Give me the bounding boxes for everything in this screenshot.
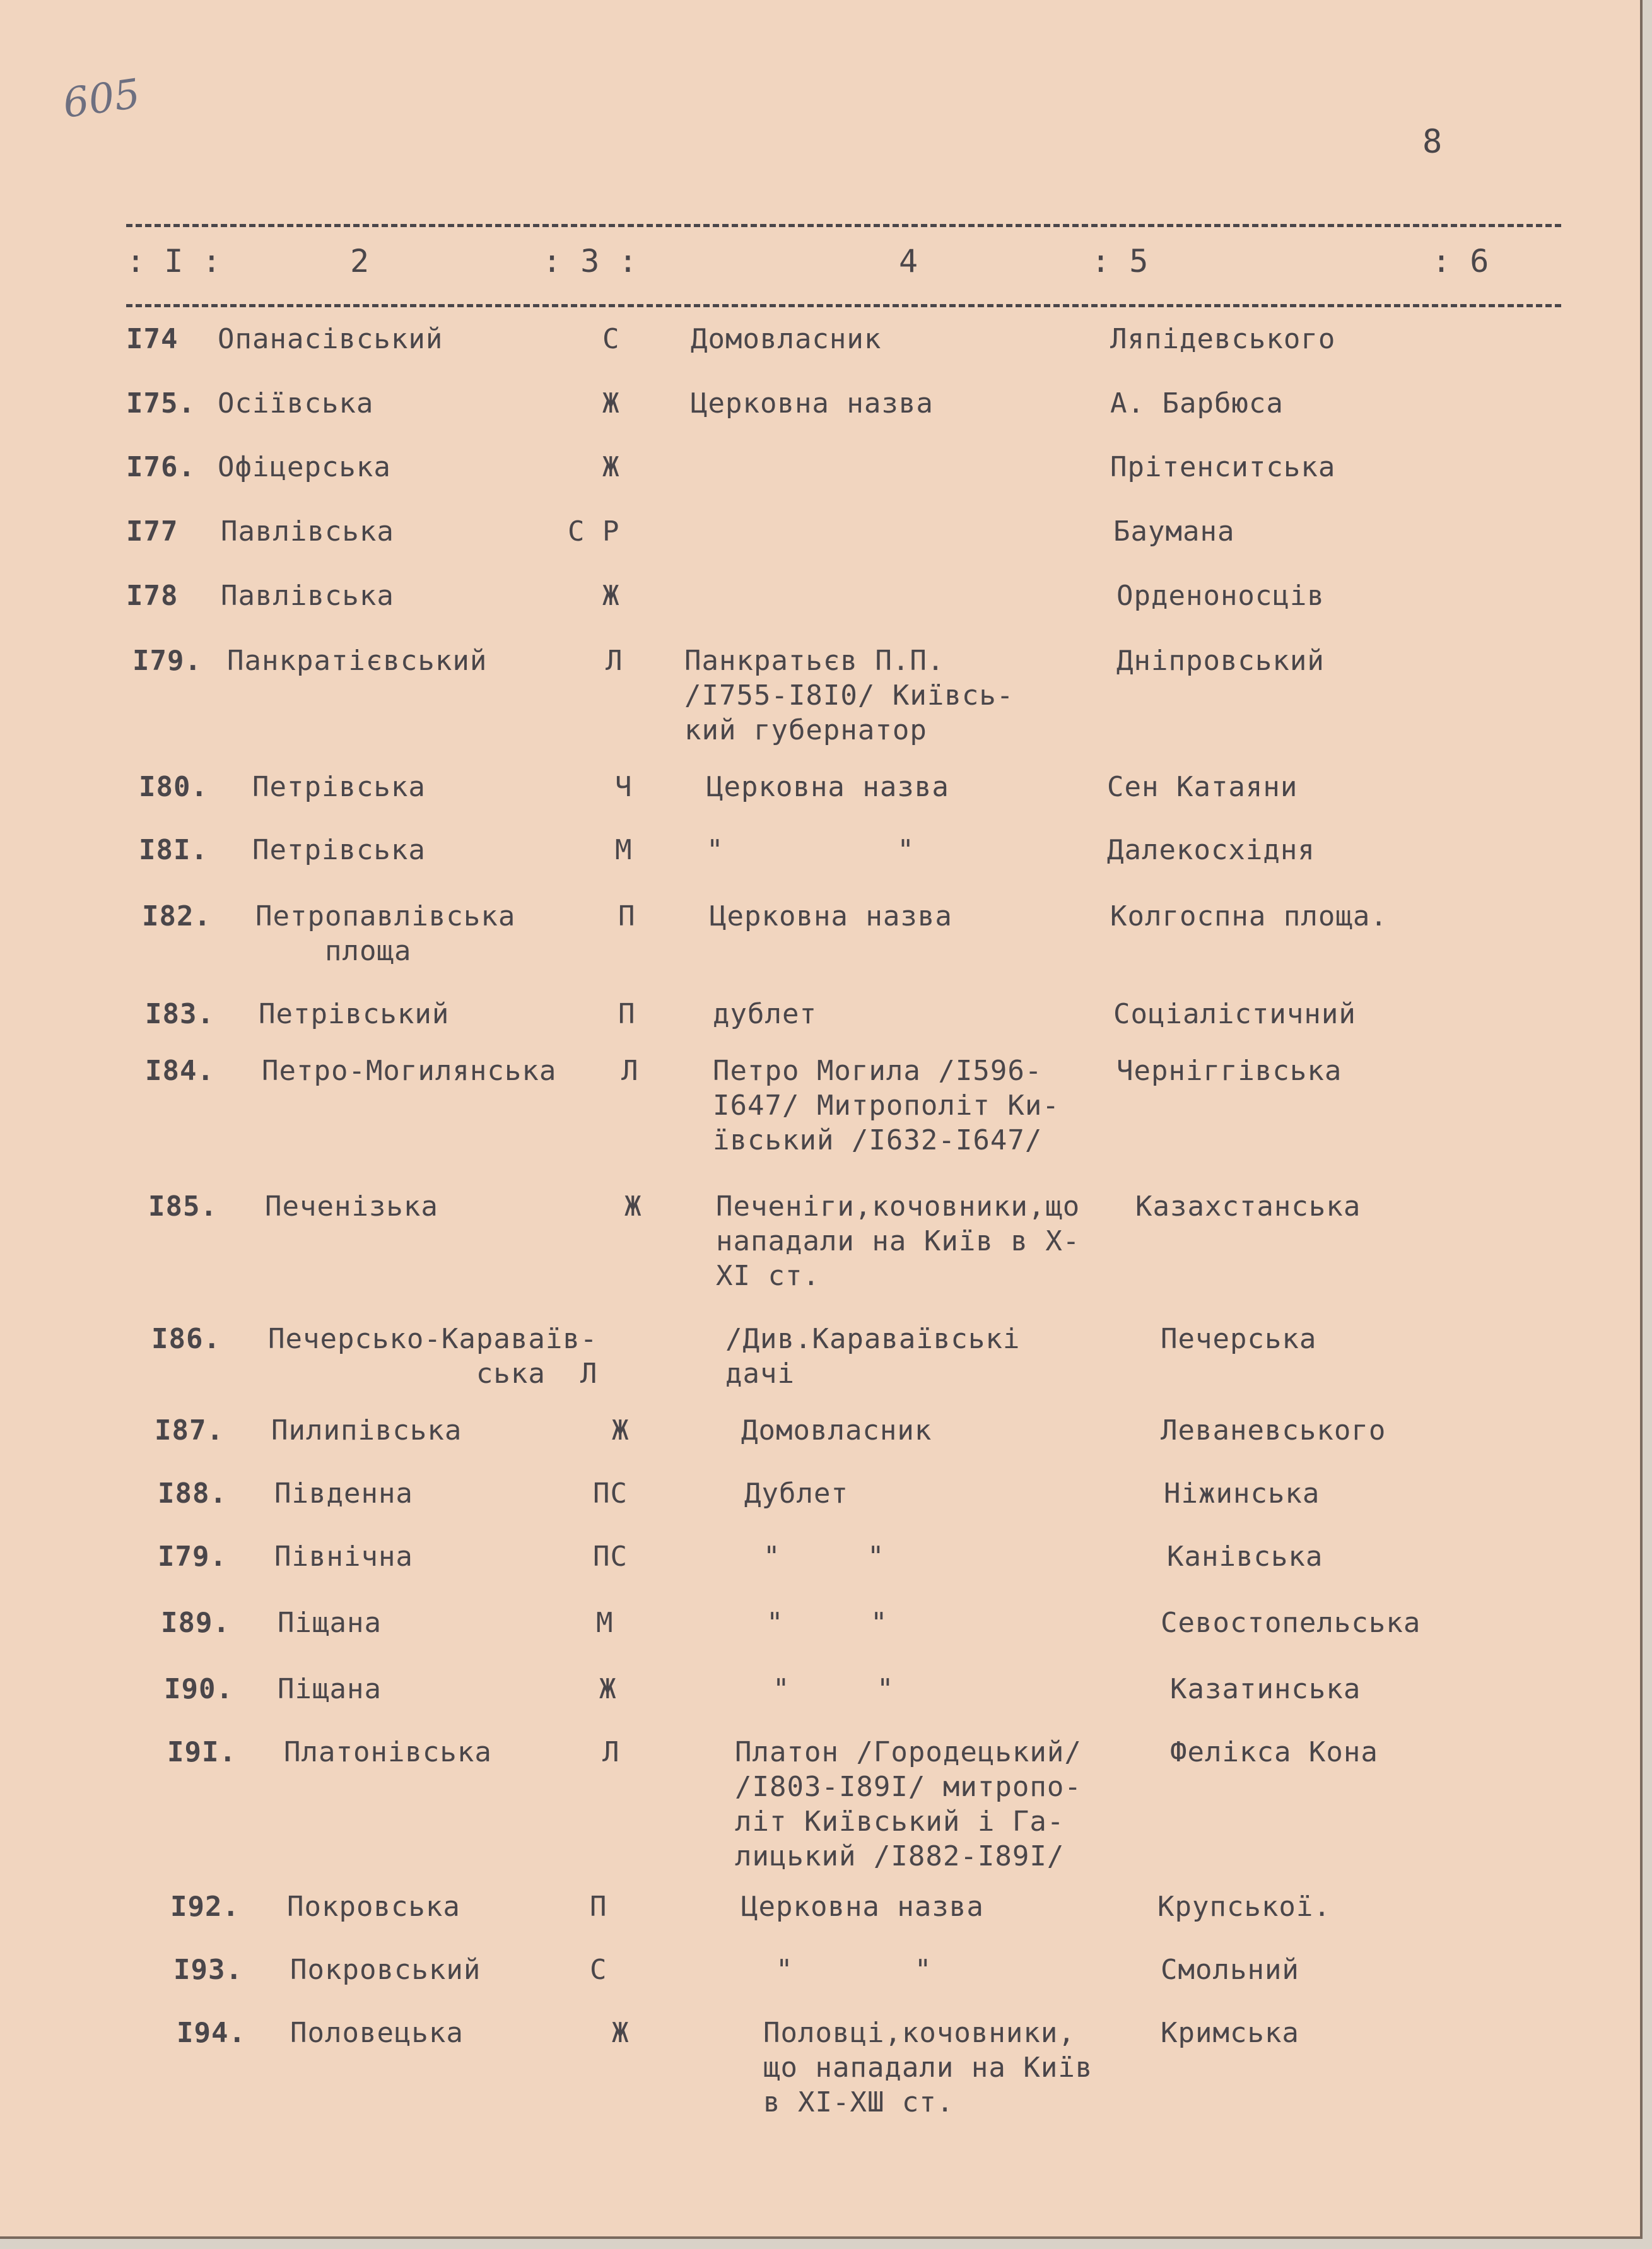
name-origin: Платон /Городецький/ /I803-I89I/ митропо- літ Київський і Га- лицький /I882-I89I/ — [735, 1736, 1082, 1872]
street-name: Петро-Могилянська — [262, 1055, 557, 1087]
name-origin: " " — [773, 1673, 894, 1705]
name-origin: " " — [706, 834, 915, 866]
column-header-5: : 5 — [1091, 243, 1149, 279]
row-number: I92. — [170, 1891, 240, 1923]
street-type: Ж — [624, 1190, 642, 1223]
street-name: Пилипівська — [271, 1414, 462, 1447]
new-name: Далекосхідня — [1107, 834, 1315, 866]
row-number: I88. — [158, 1477, 227, 1510]
street-name: Офіцерська — [218, 451, 391, 483]
new-name: Крупської. — [1157, 1891, 1331, 1923]
row-number: I93. — [173, 1954, 243, 1986]
header-top-rule — [126, 224, 1561, 227]
street-name: Піщана — [278, 1607, 382, 1639]
street-type: Ж — [602, 387, 620, 420]
name-origin: Домовласник — [741, 1414, 932, 1447]
new-name: Прітенситська — [1110, 451, 1336, 483]
name-origin: Половці,кочовники, що нападали на Київ в ХІ-ХШ ст. — [763, 2017, 1093, 2118]
street-type: С — [602, 323, 620, 355]
street-name: Павлівська — [221, 580, 394, 612]
new-name: Кримська — [1161, 2017, 1299, 2049]
name-origin: Домовласник — [691, 323, 882, 355]
column-header-6: : 6 — [1432, 243, 1489, 279]
street-type: ПС — [593, 1541, 628, 1573]
name-origin: /Див.Караваївські дачі — [725, 1323, 1021, 1390]
street-type: М — [596, 1607, 614, 1639]
row-number: I74 — [126, 323, 179, 355]
street-type: П — [618, 900, 636, 932]
street-type: Ж — [602, 451, 620, 483]
name-origin: Церковна назва — [691, 387, 934, 420]
street-type: Ж — [602, 580, 620, 612]
street-type: М — [615, 834, 633, 866]
column-header-4: 4 — [899, 243, 918, 279]
new-name: А. Барбюса — [1110, 387, 1284, 420]
new-name: Ніжинська — [1164, 1477, 1320, 1510]
column-header-1: : I : — [126, 243, 221, 279]
name-origin: " " — [766, 1607, 888, 1639]
page-number: 8 — [1422, 123, 1443, 161]
name-origin: Церковна назва — [710, 900, 952, 932]
name-origin: Петро Могила /I596- I647/ Митрополіт Ки- ївський /I632-I647/ — [713, 1055, 1060, 1156]
street-name: Осіївська — [218, 387, 374, 420]
row-number: I89. — [161, 1607, 230, 1639]
name-origin: Церковна назва — [706, 771, 949, 803]
new-name: Дніпровський — [1116, 645, 1325, 677]
street-type: Ж — [612, 2017, 630, 2049]
row-number: I94. — [177, 2017, 246, 2049]
row-number: I86. — [151, 1323, 221, 1355]
new-name: Канівська — [1167, 1541, 1323, 1573]
new-name: Смольний — [1161, 1954, 1299, 1986]
row-number: I84. — [145, 1055, 214, 1087]
new-name: Фелікса Кона — [1170, 1736, 1378, 1768]
street-type: Л — [621, 1055, 639, 1087]
street-name: Панкратієвський — [227, 645, 488, 677]
street-type: П — [590, 1891, 607, 1923]
street-type: С Р — [568, 515, 620, 548]
row-number: I83. — [145, 998, 214, 1030]
street-name: Петрівський — [259, 998, 450, 1030]
name-origin: дублет — [713, 998, 817, 1030]
row-number: I75. — [126, 387, 196, 420]
row-number: I82. — [142, 900, 211, 932]
street-name: Північна — [274, 1541, 413, 1573]
row-number: I77 — [126, 515, 179, 548]
name-origin: Печеніги,кочовники,що нападали на Київ в Х- ХІ ст. — [716, 1190, 1081, 1292]
street-name: Покровська — [287, 1891, 460, 1923]
new-name: Орденоносців — [1116, 580, 1325, 612]
row-number: I87. — [155, 1414, 224, 1447]
street-name: Південна — [274, 1477, 413, 1510]
street-type: Ч — [615, 771, 633, 803]
new-name: Колгоспна площа. — [1110, 900, 1388, 932]
street-name: Піщана — [278, 1673, 382, 1705]
new-name: Ляпідевського — [1110, 323, 1336, 355]
name-origin: Панкратьєв П.П. /I755-I8I0/ Київсь- кий губернатор — [684, 645, 1014, 746]
row-number: I9I. — [167, 1736, 237, 1768]
street-name: Печенізька — [265, 1190, 438, 1223]
row-number: I8I. — [139, 834, 208, 866]
archive-number-mark: 605 — [60, 70, 143, 128]
street-name: Павлівська — [221, 515, 394, 548]
new-name: Леваневського — [1161, 1414, 1386, 1447]
new-name: Севостопельська — [1161, 1607, 1421, 1639]
street-type: Л — [602, 1736, 620, 1768]
street-type: ПС — [593, 1477, 628, 1510]
header-bottom-rule — [126, 304, 1561, 307]
street-type: Ж — [612, 1414, 630, 1447]
name-origin: " " — [763, 1541, 885, 1573]
name-origin: Церковна назва — [741, 1891, 984, 1923]
street-name: Опанасівський — [218, 323, 443, 355]
street-name: Петрівська — [252, 834, 426, 866]
street-name: Половецька — [290, 2017, 464, 2049]
street-name: Печерсько-Караваїв- ська Л — [268, 1323, 598, 1390]
row-number: I76. — [126, 451, 196, 483]
new-name: Казатинська — [1170, 1673, 1361, 1705]
street-type: П — [618, 998, 636, 1030]
row-number: I85. — [148, 1190, 218, 1223]
street-type: С — [590, 1954, 607, 1986]
new-name: Сен Катаяни — [1107, 771, 1298, 803]
street-name: Покровський — [290, 1954, 481, 1986]
name-origin: " " — [776, 1954, 932, 1986]
row-number: I80. — [139, 771, 208, 803]
new-name: Казахстанська — [1135, 1190, 1361, 1223]
new-name: Черніггівська — [1116, 1055, 1342, 1087]
street-type: Ж — [599, 1673, 617, 1705]
street-name: Платонівська — [284, 1736, 492, 1768]
row-number: I79. — [158, 1541, 227, 1573]
new-name: Соціалістичний — [1113, 998, 1356, 1030]
street-type: Л — [606, 645, 623, 677]
new-name: Печерська — [1161, 1323, 1317, 1355]
street-name: Петропавлівська площа — [255, 900, 516, 967]
row-number: I90. — [164, 1673, 233, 1705]
column-header-2: 2 — [350, 243, 370, 279]
name-origin: Дублет — [744, 1477, 848, 1510]
row-number: I79. — [132, 645, 202, 677]
street-name: Петрівська — [252, 771, 426, 803]
new-name: Баумана — [1113, 515, 1235, 548]
row-number: I78 — [126, 580, 179, 612]
column-header-3: : 3 : — [542, 243, 638, 279]
